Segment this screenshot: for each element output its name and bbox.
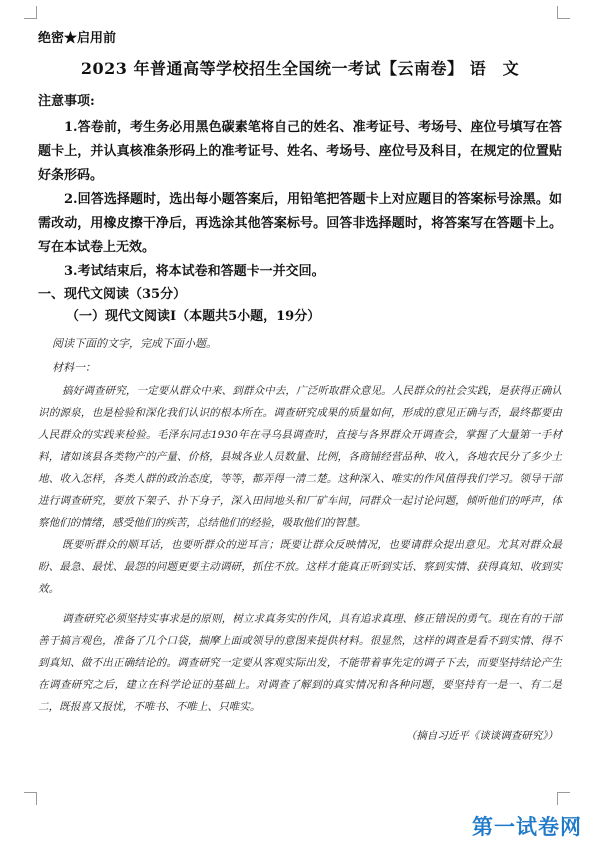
section-title: 一、现代文阅读（35分）: [38, 287, 187, 302]
crop-mark-top-left: [24, 6, 37, 19]
reading-instruction: 阅读下面的文字，完成下面小题。: [52, 337, 217, 350]
material-paragraph-3: 调查研究必须坚持实事求是的原则，树立求真务实的作风，具有追求真理、修正错误的勇气。现在有的干部善于搞言观色，准备了几个口袋，揣摩上面或领导的意图来提供材料。很显然，这样的调查是看不到实情、得不到真知、做不出正确结论的。调查研究一定要从客观实际出发，不能带着事先定的调子下去，而要坚持结论产生在调查研究之后，建立在科学论证的基础上。对调查了解到的真实情况和各种问题，要坚持有一是一、有二是二，既报喜又报忧，不唯书、不唯上、只唯实。: [38, 613, 562, 713]
confidential-label: 绝密★启用前: [38, 31, 117, 46]
notice-item-1: 1.答卷前，考生务必用黑色碳素笔将自己的姓名、准考证号、考场号、座位号填写在答题卡上，并认真核准条形码上的准考证号、姓名、考场号、座位号及科目，在规定的位置贴好条形码。: [38, 120, 562, 183]
subsection-title: （一）现代文阅读Ⅰ（本题共5小题，19分）: [66, 309, 321, 324]
crop-mark-top-right: [557, 6, 570, 19]
exam-page: [38, 30, 562, 743]
notice-item-3: 3.考试结束后，将本试卷和答题卡一并交回。: [64, 264, 325, 279]
crop-mark-bottom-left: [24, 792, 37, 805]
material-paragraph-1: 搞好调查研究，一定要从群众中来、到群众中去，广泛听取群众意见。人民群众的社会实践，是获得正确认识的源泉，也是检验和深化我们认识的根本所在。调查研究成果的质量如何，形成的意见正确与否，最终都要由人民群众的实践来检验。毛泽东同志1930年在寻乌县调查时，直接与各界群众开调查会，掌握了大量第一手材料，诸如该县各类物产的产量、价格，县城各业人员数量、比例，各商铺经营品种、收入，各地农民分了多少土地、收入怎样，各类人群的政治态度，等等，都弄得一清二楚。这种深入、唯实的作风值得我们学习。领导干部进行调查研究，要放下架子、扑下身子，深入田间地头和厂矿车间，同群众一起讨论问题，倾听他们的呼声，体察他们的情绪，感受他们的疾苦，总结他们的经验，吸取他们的智慧。: [38, 385, 562, 529]
source-citation: （摘自习近平《谈谈调查研究》）: [405, 730, 558, 742]
notice-item-2: 2.回答选择题时，选出每小题答案后，用铅笔把答题卡上对应题目的答案标号涂黑。如需改动，用橡皮擦干净后，再选涂其他答案标号。回答非选择题时，将答案写在答题卡上。写在本试卷上无效。: [38, 192, 562, 255]
paragraph-gap: [38, 600, 562, 608]
material-paragraph-2: 既要听群众的顺耳话，也要听群众的逆耳言；既要让群众反映情况，也要请群众提出意见。尤其对群众最盼、最急、最忧、最怨的问题更要主动调研，抓住不放。这样才能真正听到实话、察到实情、获得真知、收到实效。: [38, 539, 562, 595]
site-watermark: 第一试卷网: [472, 815, 582, 839]
material-label: 材料一：: [52, 361, 96, 374]
crop-mark-bottom-right: [557, 792, 570, 805]
notice-heading: 注意事项:: [38, 94, 95, 109]
exam-title: 2023 年普通高等学校招生全国统一考试【云南卷】 语 文: [80, 59, 520, 78]
